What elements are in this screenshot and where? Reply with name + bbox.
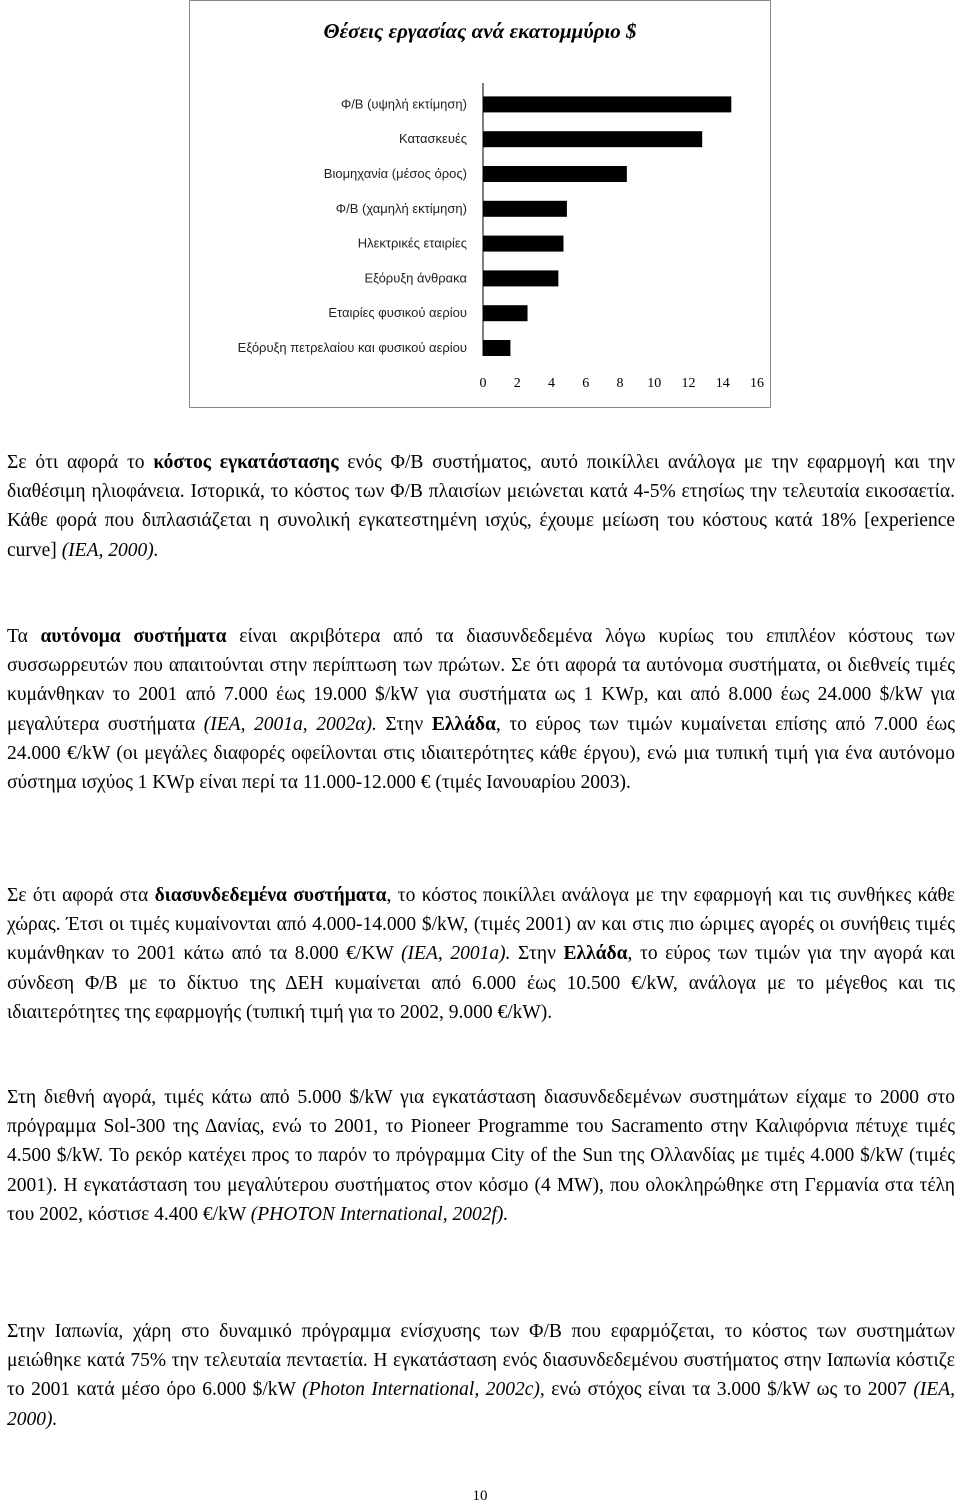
x-tick-label: 14	[715, 376, 730, 391]
bold-text: διασυνδεδεμένα συστήματα	[154, 885, 387, 906]
text-run: , το κόστος ποικίλλει ανάλογα με την εφαρμογή και τις συνθήκες κάθε χώρας. Έτσι οι τιμές κυμαίνονται από 4.000-14.000 $/kW, (τιμές 2001) αν και στις πιο ώριμες αγορές οι συνήθεις τιμές κυμάνθηκαν το 2001 κάτω από τα 8.000 €/KW	[7, 885, 955, 965]
category-label: Κατασκευές	[399, 131, 467, 147]
bold-text: κόστος εγκατάστασης	[153, 452, 339, 473]
paragraph-japan	[7, 1317, 955, 1434]
bar	[483, 340, 510, 356]
text-run: Σε ότι αφορά το	[7, 452, 154, 473]
category-label: Ηλεκτρικές εταιρίες	[357, 235, 467, 251]
text-run: είναι ακριβότερα από τα διασυνδεδεμένα λόγω κυρίως του επιπλέον κόστους των συσσωρρευτών που απαιτούνται στην περίπτωση των πρώτων. Σε ότι αφορά τα αυτόνομα συστήματα, οι διεθνείς τιμές κυμάνθηκαν το 2001 από 7.000 έως 19.000 $/kW για συστήματα ως 1 KWp, και από 8.000 έως 24.000 $/kW για μεγαλύτερα συστήματα	[7, 626, 955, 735]
bar	[483, 236, 563, 252]
x-tick-label: 16	[750, 376, 764, 391]
bar	[483, 131, 702, 147]
bar	[483, 305, 528, 321]
citation-text: (IEA, 2001a, 2002α).	[203, 713, 377, 735]
bold-text: Ελλάδα	[431, 713, 496, 735]
text-run: , το εύρος των τιμών κυμαίνεται επίσης από 7.000 έως 24.000 €/kW (οι μεγάλες διαφορές οφείλονται στις ιδιαιτερότητες κάθε έργου), ενώ μια τυπική τιμή για ένα αυτόνομο σύστημα ισχύος 1 KWp είναι περί τα 11.000-12.000 € (τιμές Ιανουαρίου 2003).	[7, 713, 955, 794]
bar-chart	[190, 1, 770, 407]
text-run: , το εύρος των τιμών για την αγορά και σύνδεση Φ/Β με το δίκτυο της ΔΕΗ κυμαίνεται από 6.000 έως 10.500 €/kW, ανάλογα με το μέγεθος και τις ιδιαιτερότητες της εφαρμογής (τυπική τιμή για το 2002, 9.000 €/kW).	[7, 943, 955, 1023]
citation-text: (IEA, 2000).	[7, 1379, 955, 1430]
x-tick-label: 10	[647, 376, 662, 391]
bar	[483, 96, 731, 112]
x-tick-label: 6	[582, 376, 590, 391]
citation-text: (Photon International, 2002c),	[302, 1379, 545, 1401]
text-run: Στην Ιαπωνία, χάρη στο δυναμικό πρόγραμμα ενίσχυσης των Φ/Β που εφαρμόζεται, το κόστος των συστημάτων μειώθηκε κατά 75% την τελευταία πενταετία. Η εγκατάσταση ενός διασυνδεδεμένου συστήματος στην Ιαπωνία κόστιζε το 2001 κατά μέσο όρο 6.000 $/kW	[7, 1321, 955, 1401]
citation-text: (IEA, 2000).	[61, 539, 159, 561]
text-run: Στην	[376, 713, 432, 735]
paragraph-standalone-systems	[7, 622, 955, 797]
paragraph-international-market	[7, 1083, 955, 1229]
x-tick-label: 0	[479, 376, 487, 391]
category-label: Φ/Β (υψηλή εκτίμηση)	[340, 96, 467, 112]
x-tick-label: 8	[616, 376, 624, 391]
chart-title: Θέσεις εργασίας ανά εκατομμύριο $	[323, 19, 637, 43]
x-tick-label: 4	[548, 376, 555, 391]
text-run: Τα	[7, 626, 41, 647]
category-label: Εξόρυξη πετρελαίου και φυσικού αερίου	[237, 340, 467, 355]
text-run: Σε ότι αφορά στα	[7, 885, 155, 906]
text-run: ενώ στόχος είναι τα 3.000 $/kW ως το 2007	[544, 1379, 914, 1401]
text-run: ενός Φ/Β συστήματος, αυτό ποικίλλει ανάλογα με την εφαρμογή και την διαθέσιμη ηλιοφάνεια. Ιστορικά, το κόστος των Φ/Β πλαισίων μειώνεται κατά 4-5% ετησίως την τελευταία εικοσαετία. Κάθε φορά που διπλασιάζεται η συνολική εγκατεστημένη ισχύς, έχουμε μείωση του κόστους κατά 18% [experience curve]	[7, 452, 955, 561]
bold-text: αυτόνομα συστήματα	[40, 626, 227, 647]
paragraph-installation-cost	[7, 448, 955, 565]
bar	[483, 270, 558, 286]
bold-text: Ελλάδα	[563, 943, 628, 965]
category-label: Βιομηχανία (μέσος όρος)	[323, 166, 467, 181]
bar	[483, 201, 567, 217]
x-tick-label: 12	[681, 376, 696, 391]
paragraph-grid-connected-systems	[7, 881, 955, 1027]
text-run: Στη διεθνή αγορά, τιμές κάτω από 5.000 $/kW για εγκατάσταση διασυνδεδεμένων συστημάτων είχαμε το 2000 στο πρόγραμμα Sol-300 της Δανίας, ενώ το 2001, το Pioneer Programme του Sacramento στην Καλιφόρνια πέτυχε τιμές 4.500 $/kW. Το ρεκόρ κατέχει προς το παρόν το πρόγραμμα City of the Sun της Ολλανδίας με τιμές 4.000 $/kW (τιμές 2001). Η εγκατάσταση του μεγαλύτερου συστήματος στον κόσμο (4 MW), που ολοκληρώθηκε στη Γερμανία στα τέλη του 2002, κόστισε 4.400 €/kW	[7, 1087, 955, 1225]
text-run: Στην	[510, 943, 564, 965]
category-label: Φ/Β (χαμηλή εκτίμηση)	[335, 200, 467, 216]
category-label: Εταιρίες φυσικού αερίου	[328, 305, 467, 321]
citation-text: (IEA, 2001a).	[401, 943, 511, 965]
citation-text: (PHOTON International, 2002f).	[250, 1203, 509, 1225]
x-tick-label: 2	[513, 376, 521, 391]
bar	[483, 166, 627, 182]
category-label: Εξόρυξη άνθρακα	[364, 270, 467, 286]
chart-container	[189, 0, 771, 408]
page-number: 10	[472, 1488, 488, 1504]
